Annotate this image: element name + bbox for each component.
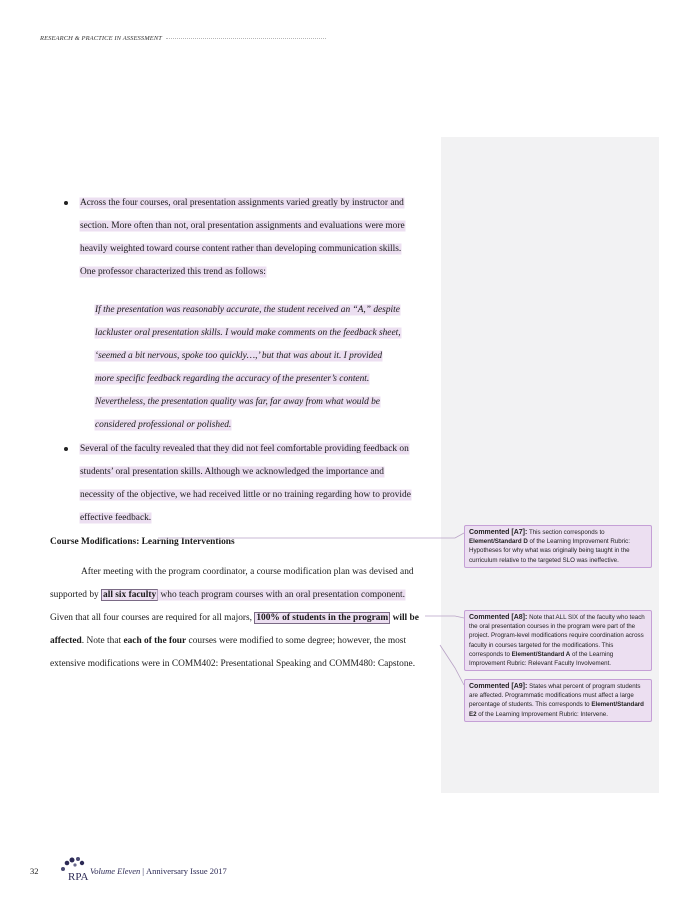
text-run-highlighted[interactable]: who teach program courses with an oral presentation component. — [158, 590, 405, 600]
text-run-bold: each of the four — [123, 636, 187, 646]
text-line[interactable]: One professor characterized this trend as follows: — [80, 267, 266, 277]
text-run-bold: affected — [50, 636, 82, 646]
text-line[interactable]: necessity of the objective, we had received little or no training regarding how to provide — [80, 490, 411, 500]
quote-line[interactable]: Nevertheless, the presentation quality was far, far away from what would be — [95, 397, 380, 407]
separator: | — [142, 866, 144, 876]
comment-bold: Element/Standard D — [469, 538, 528, 546]
highlight-all-six-faculty[interactable]: all six faculty — [103, 590, 157, 600]
text-run: courses were modified to some degree; however, the most — [186, 636, 407, 646]
text-line[interactable]: heavily weighted toward course content rather than developing communication skills. — [80, 244, 402, 254]
comment-label: Commented [A7]: — [469, 529, 528, 536]
running-title: RESEARCH & PRACTICE IN ASSESSMENT — [40, 35, 162, 42]
comment-text: of the Learning Improvement Rubric: Hypotheses for why what was originally being taught in the curriculum relative to the targeted SLO was ineffective. — [469, 538, 630, 564]
quote-line[interactable]: lackluster oral presentation skills. I would make comments on the feedback sheet, — [95, 328, 401, 338]
text-run: supported by — [50, 590, 102, 600]
page-footer — [30, 856, 227, 886]
comment-a7[interactable] — [464, 525, 652, 568]
connector-a7 — [158, 533, 464, 538]
text-line[interactable]: students’ oral presentation skills. Although we acknowledged the importance and — [80, 467, 384, 477]
connector-a8 — [425, 616, 464, 618]
comment-text: States what percent of program students are affected. Programmatic modifications must affect a large percentage of students. This corresponds to — [469, 683, 641, 709]
volume-label: Volume Eleven — [90, 866, 141, 876]
text-line[interactable]: Several of the faculty revealed that they did not feel comfortable providing feedback on — [80, 444, 409, 454]
comment-a8[interactable] — [464, 610, 652, 671]
text-run: Given that all four courses are required for all majors, — [50, 613, 255, 623]
text-line: After meeting with the program coordinator, a course modification plan was devised and — [81, 567, 414, 577]
comment-label: Commented [A8]: — [469, 614, 528, 621]
quote-line[interactable]: ‘seemed a bit nervous, spoke too quickly…,’ but that was about it. I provided — [95, 351, 383, 361]
highlight-100-percent[interactable]: 100% of students in the program — [256, 613, 389, 623]
comment-text: Note that ALL SIX of the faculty who teach the oral presentation courses in the program were part of the project. Program-level modifications require coordination across faculty in courses targeted for the modifications. This corresponds to — [469, 614, 645, 658]
connector-a9 — [440, 645, 464, 685]
logo-text: RPA — [68, 871, 89, 883]
comment-label: Commented [A9]: — [469, 683, 528, 690]
text-line: extensive modifications were in COMM402: Presentational Speaking and COMM480: Capstone. — [50, 659, 416, 669]
comment-text: This section corresponds to — [527, 529, 605, 536]
comment-text: of the Learning Improvement Rubric: Relevant Faculty Involvement. — [469, 650, 614, 668]
quote-line[interactable]: considered professional or polished. — [95, 420, 232, 430]
comment-text: of the Learning Improvement Rubric: Intervene. — [476, 710, 608, 718]
comment-bold: Element/Standard A — [511, 650, 571, 658]
quote-line[interactable]: If the presentation was reasonably accurate, the student received an “A,” despite — [95, 305, 400, 315]
issue-label: Anniversary Issue 2017 — [145, 866, 227, 876]
text-line[interactable]: effective feedback. — [80, 513, 152, 523]
quote-line[interactable]: more specific feedback regarding the accuracy of the presenter’s content. — [95, 374, 370, 384]
text-run: . Note that — [81, 636, 124, 646]
page-number: 32 — [30, 866, 39, 876]
rpa-logo-icon — [50, 856, 90, 886]
text-line[interactable]: Across the four courses, oral presentation assignments varied greatly by instructor and — [80, 198, 404, 208]
text-run-bold: will be — [390, 613, 419, 623]
comment-bold: Element/Standard E2 — [469, 701, 644, 718]
text-line[interactable]: section. More often than not, oral presentation assignments and evaluations were more — [80, 221, 405, 231]
section-heading: Course Modifications: Learning Interventions — [50, 537, 235, 547]
comment-a9[interactable] — [464, 679, 652, 722]
